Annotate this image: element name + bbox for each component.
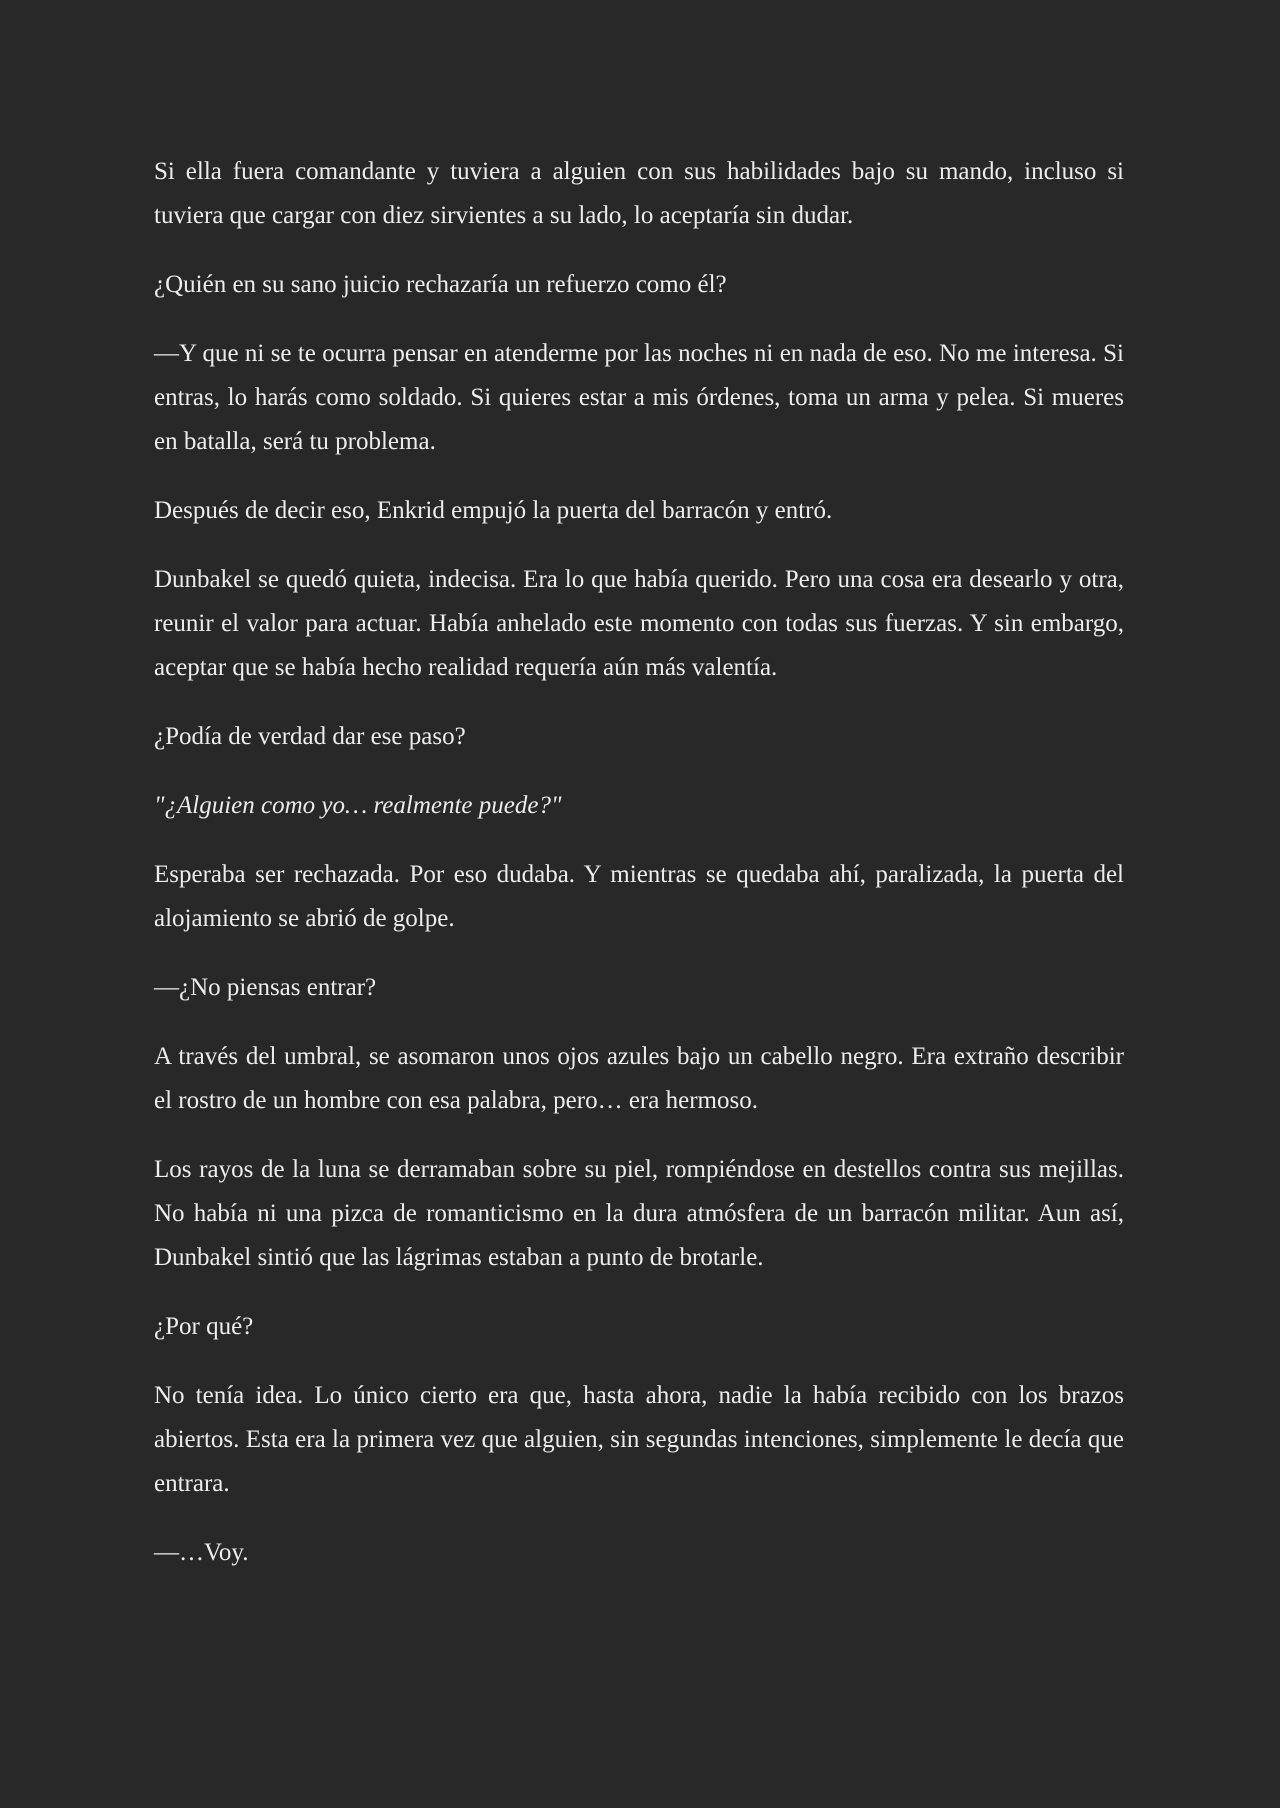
- paragraph-14: —…Voy.: [154, 1539, 249, 1566]
- paragraph-10: A través del umbral, se asomaron unos ojos azules bajo un cabello negro. Era extraño describir el rostro de un hombre con esa palabra, pero… era hermoso.: [154, 1043, 1124, 1114]
- paragraph-2: ¿Quién en su sano juicio rechazaría un refuerzo como él?: [154, 271, 727, 298]
- paragraph-13: No tenía idea. Lo único cierto era que, hasta ahora, nadie la había recibido con los brazos abiertos. Esta era la primera vez que alguien, sin segundas intenciones, simplemente le decía que entrara.: [154, 1382, 1124, 1497]
- paragraph-3: —Y que ni se te ocurra pensar en atenderme por las noches ni en nada de eso. No me interesa. Si entras, lo harás como soldado. Si quieres estar a mis órdenes, toma un arma y pelea. Si mueres en batalla, será tu problema.: [154, 340, 1124, 455]
- paragraph-7-thought: "¿Alguien como yo… realmente puede?": [154, 792, 562, 819]
- paragraph-9: —¿No piensas entrar?: [154, 974, 377, 1001]
- paragraph-5: Dunbakel se quedó quieta, indecisa. Era lo que había querido. Pero una cosa era desearlo y otra, reunir el valor para actuar. Había anhelado este momento con todas sus fuerzas. Y sin embargo, aceptar que se había hecho realidad requería aún más valentía.: [154, 566, 1124, 681]
- paragraph-4: Después de decir eso, Enkrid empujó la puerta del barracón y entró.: [154, 497, 833, 524]
- paragraph-6: ¿Podía de verdad dar ese paso?: [154, 723, 466, 750]
- paragraph-12: ¿Por qué?: [154, 1313, 254, 1340]
- document-body: [154, 150, 1124, 1600]
- paragraph-8: Esperaba ser rechazada. Por eso dudaba. Y mientras se quedaba ahí, paralizada, la puerta del alojamiento se abrió de golpe.: [154, 861, 1124, 932]
- paragraph-11: Los rayos de la luna se derramaban sobre su piel, rompiéndose en destellos contra sus mejillas. No había ni una pizca de romanticismo en la dura atmósfera de un barracón militar. Aun así, Dunbakel sintió que las lágrimas estaban a punto de brotarle.: [154, 1156, 1124, 1271]
- paragraph-1: Si ella fuera comandante y tuviera a alguien con sus habilidades bajo su mando, incluso si tuviera que cargar con diez sirvientes a su lado, lo aceptaría sin dudar.: [154, 158, 1124, 229]
